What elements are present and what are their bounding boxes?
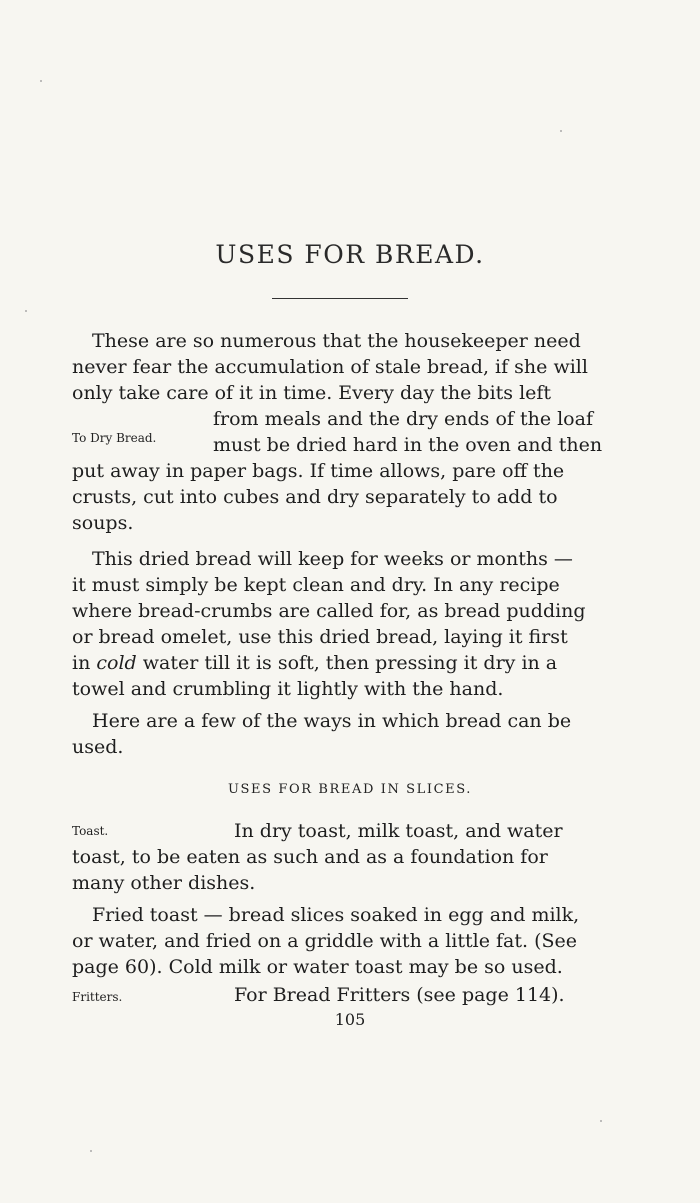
para-line: it must simply be kept clean and dry. In any recipe xyxy=(72,574,560,596)
ways-paragraph xyxy=(72,708,604,760)
intro-line: These are so numerous that the housekeeper need xyxy=(92,330,581,352)
scan-speck xyxy=(25,310,27,312)
fritters-paragraph xyxy=(72,982,604,1008)
para-line: many other dishes. xyxy=(72,872,256,894)
scan-speck xyxy=(40,80,42,82)
scan-speck xyxy=(560,130,562,132)
para-line: used. xyxy=(72,736,124,758)
para-text: water till it is soft, then pressing it dry in a xyxy=(136,652,558,674)
para-line: towel and crumbling it lightly with the hand. xyxy=(72,678,504,700)
para-line: or bread omelet, use this dried bread, laying it first xyxy=(72,626,568,648)
fried-toast-paragraph xyxy=(72,902,604,980)
para-line: Here are a few of the ways in which bread can be xyxy=(92,710,572,732)
scan-speck xyxy=(600,1120,602,1122)
para-line: In dry toast, milk toast, and water xyxy=(234,820,563,842)
para-line: Fried toast — bread slices soaked in egg and milk, xyxy=(92,904,580,926)
para-text: in xyxy=(72,652,97,674)
page-title: USES FOR BREAD. xyxy=(215,240,485,269)
para-line: page 60). Cold milk or water toast may be so used. xyxy=(72,956,563,978)
para-line: toast, to be eaten as such and as a foundation for xyxy=(72,846,548,868)
italic-word: cold xyxy=(96,652,137,674)
para-line: where bread-crumbs are called for, as bread pudding xyxy=(72,600,586,622)
intro-line: crusts, cut into cubes and dry separately to add to xyxy=(72,486,558,508)
intro-line: from meals and the dry ends of the loaf xyxy=(213,408,593,430)
para-line xyxy=(72,650,604,676)
side-note-toast: Toast. xyxy=(72,824,109,838)
intro-line: never fear the accumulation of stale bread, if she will xyxy=(72,356,588,378)
intro-line: put away in paper bags. If time allows, pare off the xyxy=(72,460,565,482)
side-note-fritters: Fritters. xyxy=(72,990,123,1004)
intro-line: soups. xyxy=(72,512,134,534)
toast-paragraph xyxy=(72,818,604,896)
page-number: 105 xyxy=(334,1010,366,1029)
para-line: For Bread Fritters (see page 114). xyxy=(234,984,565,1006)
dried-bread-paragraph xyxy=(72,546,604,702)
scan-speck xyxy=(90,1150,92,1152)
intro-line: must be dried hard in the oven and then xyxy=(213,434,603,456)
para-line: This dried bread will keep for weeks or months — xyxy=(92,548,573,570)
para-line: or water, and fried on a griddle with a little fat. (See xyxy=(72,930,577,952)
side-note-dry-bread: To Dry Bread. xyxy=(72,431,157,445)
subheading: USES FOR BREAD IN SLICES. xyxy=(227,782,473,797)
intro-line: only take care of it in time. Every day the bits left xyxy=(72,382,552,404)
title-rule xyxy=(272,298,408,299)
